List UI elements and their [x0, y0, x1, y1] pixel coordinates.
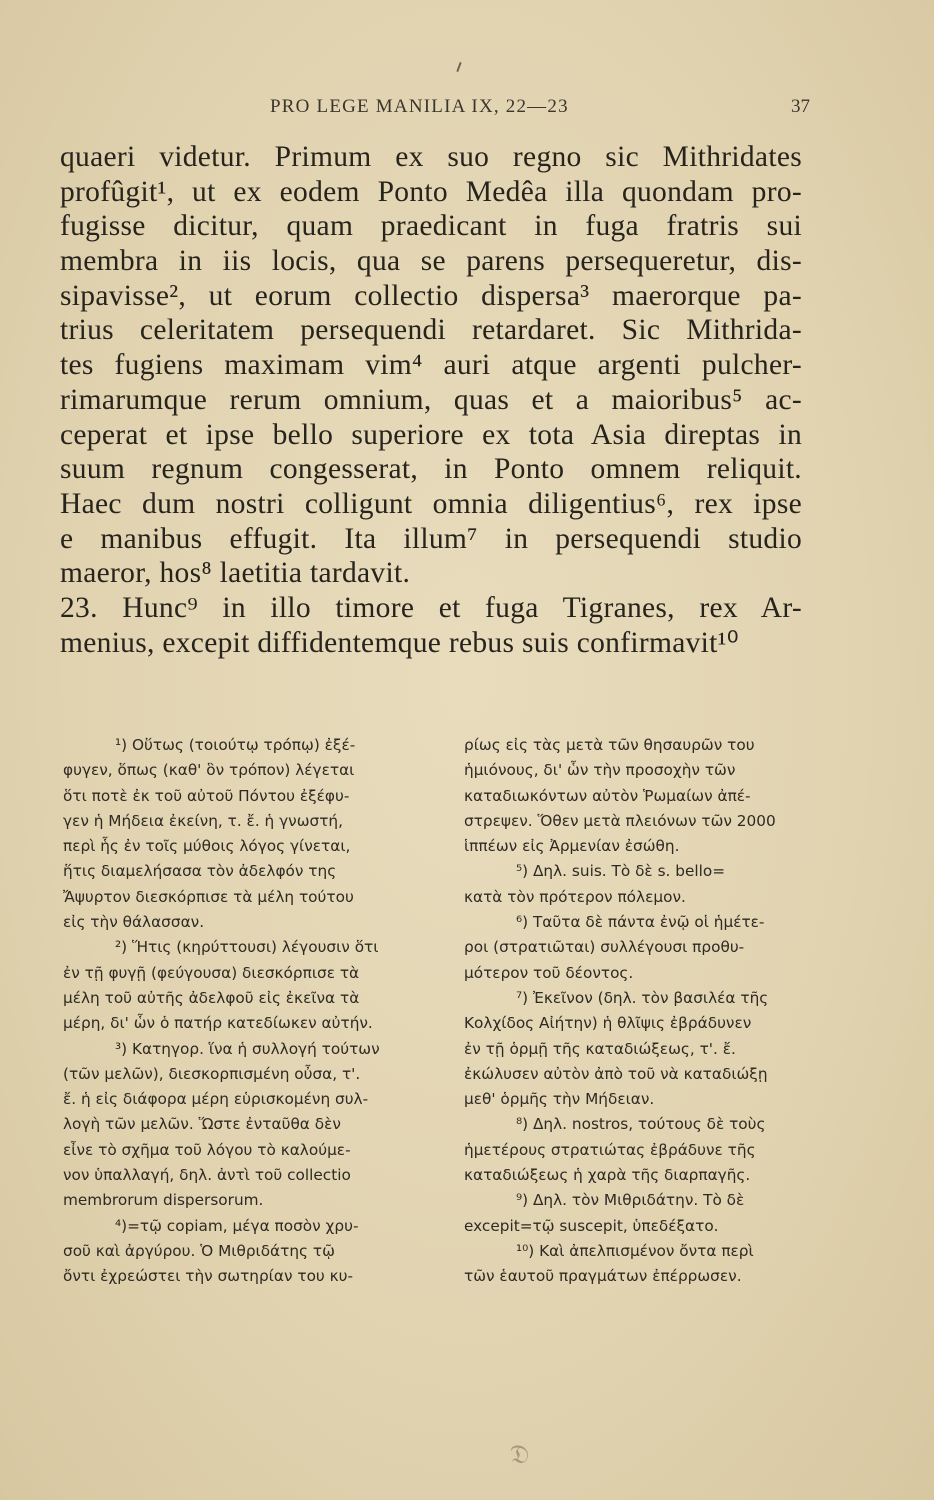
footnote-line: γεν ἡ Μήδεια ἐκείνη, τ. ἔ. ἡ γνωστή, — [63, 811, 343, 830]
footnote-line: σοῦ καὶ ἀργύρου. Ὁ Μιθριδάτης τῷ — [63, 1241, 335, 1260]
footnote-line: excepit=τῷ suscepit, ὑπεδέξατο. — [464, 1216, 719, 1235]
footnote-line: ἐκώλυσεν αὐτὸν ἀπὸ τοῦ νὰ καταδιώξῃ — [464, 1064, 768, 1083]
text-line: trius celeritatem persequendi retardaret. Sic Mithrida- — [60, 314, 802, 347]
footnote-line: ¹) Οὕτως (τοιούτῳ τρόπῳ) ἐξέ- — [115, 736, 356, 754]
footnote-line: ³) Κατηγορ. ἵνα ἡ συλλογή τούτων — [115, 1039, 380, 1058]
text-line: Haec dum nostri colligunt omnia diligentius⁶, rex ipse — [60, 487, 802, 520]
footnote-line: μέρη, δι' ὧν ὁ πατήρ κατεδίωκεν αὐτήν. — [63, 1014, 373, 1033]
footnote-line: ἡμετέρους στρατιώτας ἐβράδυνε τῆς — [464, 1140, 756, 1159]
text-line: fugisse dicitur, quam praedicant in fuga fratris sui — [60, 210, 802, 243]
text-line: rimarumque rerum omnium, quas et a maioribus⁵ ac- — [60, 383, 802, 416]
footnote-line: ⁵) Δηλ. suis. Τὸ δὲ s. bello= — [516, 862, 726, 881]
footnote-line: membrorum dispersorum. — [63, 1191, 264, 1210]
footnote-line: νον ὑπαλλαγή, δηλ. ἀντὶ τοῦ collectio — [63, 1166, 351, 1185]
footnote-line: ἡμιόνους, δι' ὧν τὴν προσοχὴν τῶν — [464, 761, 736, 780]
text-line: ceperat et ipse bello superiore ex tota Asia direptas in — [60, 418, 802, 451]
text-line: 23. Hunc⁹ in illo timore et fuga Tigranes, rex Ar- — [60, 591, 802, 624]
footnote-line: (τῶν μελῶν), διεσκορπισμένη οὖσα, τ'. — [63, 1064, 361, 1083]
footnote-line: ἐν τῇ ὁρμῇ τῆς καταδιώξεως, τ'. ἔ. — [464, 1039, 736, 1058]
footnote-line: ἥτις διαμελήσασα τὸν ἀδελφόν της — [63, 862, 337, 881]
footnote-line: κατὰ τὸν πρότερον πόλεμον. — [464, 887, 686, 906]
footer-pencil-mark: 𝔇 — [510, 1440, 530, 1470]
footnote-line: λογὴ τῶν μελῶν. Ὥστε ἐνταῦθα δὲν — [63, 1115, 341, 1134]
text-line: quaeri videtur. Primum ex suo regno sic Mithridates — [60, 141, 802, 173]
text-line: maeror, hos⁸ laetitia tardavit. — [60, 557, 411, 590]
text-line: sipavisse², ut eorum collectio dispersa³ maerorque pa- — [60, 279, 802, 312]
text-line: menius, excepit diffidentemque rebus suis confirmavit¹⁰ — [60, 626, 739, 659]
text-line: suum regnum congesserat, in Ponto omnem reliquit. — [60, 453, 802, 486]
footnote-line: ⁴)=τῷ copiam, μέγα ποσὸν χρυ- — [115, 1216, 359, 1235]
footnote-line: Κολχίδος Αἰήτην) ἡ θλῖψις ἐβράδυνεν — [464, 1014, 752, 1033]
footnote-line: περὶ ἧς ἐν τοῖς μύθοις λόγος γίνεται, — [63, 837, 351, 856]
footnote-line: ¹⁰) Καὶ ἀπελπισμένον ὄντα περὶ — [516, 1241, 754, 1260]
main-latin-text — [60, 140, 802, 660]
text-line: e manibus effugit. Ita illum⁷ in persequendi studio — [60, 522, 802, 555]
footnote-line: ρίως εἰς τὰς μετὰ τῶν θησαυρῶν του — [464, 736, 755, 754]
footnote-line: στρεψεν. Ὅθεν μετὰ πλειόνων τῶν 2000 — [464, 811, 776, 830]
footnote-line: ἐν τῇ φυγῇ (φεύγουσα) διεσκόρπισε τὰ — [63, 963, 360, 982]
footnote-line: ὄντι ἐχρεώστει τὴν σωτηρίαν του κυ- — [63, 1267, 354, 1286]
footnote-line: ⁹) Δηλ. τὸν Μιθριδάτην. Τὸ δὲ — [516, 1191, 745, 1210]
pencil-tick-mark — [456, 62, 461, 72]
footnote-line: μέλη τοῦ αὐτῆς ἀδελφοῦ εἰς ἐκεῖνα τὰ — [63, 988, 360, 1007]
text-line: profûgit¹, ut ex eodem Ponto Medêa illa quondam pro- — [60, 175, 802, 208]
footnote-line: ⁷) Ἐκεῖνον (δηλ. τὸν βασιλέα τῆς — [516, 988, 769, 1007]
page-header — [60, 96, 810, 128]
footnote-line: εἶνε τὸ σχῆμα τοῦ λόγου τὸ καλούμε- — [63, 1140, 351, 1159]
page-number: 37 — [791, 96, 810, 117]
running-head: PRO LEGE MANILIA IX, 22—23 — [270, 96, 569, 117]
footnote-line: εἰς τὴν θάλασσαν. — [63, 913, 205, 932]
text-line: tes fugiens maximam vim⁴ auri atque argenti pulcher- — [60, 349, 802, 382]
footnote-line: ἱππέων εἰς Ἀρμενίαν ἐσώθη. — [464, 837, 680, 856]
footnote-line: Ἄψυρτον διεσκόρπισε τὰ μέλη τούτου — [63, 887, 354, 906]
footnote-line: ροι (στρατιῶται) συλλέγουσι προθυ- — [464, 938, 745, 957]
footnote-line: ἔ. ἡ εἰς διάφορα μέρη εὑρισκομένη συλ- — [63, 1090, 369, 1109]
footnote-line: μεθ' ὁρμῆς τὴν Μήδειαν. — [464, 1090, 655, 1109]
footnote-line: φυγεν, ὅπως (καθ' ὃν τρόπον) λέγεται — [63, 761, 355, 780]
footnote-line: καταδιώξεως ἡ χαρὰ τῆς διαρπαγῆς. — [464, 1166, 751, 1185]
footnotes-left-column — [63, 733, 431, 1290]
footnote-line: ⁸) Δηλ. nostros, τούτους δὲ τοὺς — [516, 1115, 766, 1134]
footnotes-right-column — [464, 733, 834, 1290]
text-line: membra in iis locis, qua se parens persequeretur, dis- — [60, 245, 802, 278]
footnote-line: καταδιωκόντων αὐτὸν Ῥωμαίων ἀπέ- — [464, 786, 751, 805]
footnote-line: ²) Ἥτις (κηρύττουσι) λέγουσιν ὅτι — [115, 938, 379, 957]
footnote-line: τῶν ἑαυτοῦ πραγμάτων ἐπέρρωσεν. — [464, 1267, 742, 1286]
footnote-line: μότερον τοῦ δέοντος. — [464, 963, 634, 982]
footnote-line: ὅτι ποτὲ ἐκ τοῦ αὐτοῦ Πόντου ἐξέφυ- — [63, 786, 350, 805]
footnote-line: ⁶) Ταῦτα δὲ πάντα ἐνῷ οἱ ἡμέτε- — [516, 913, 765, 932]
